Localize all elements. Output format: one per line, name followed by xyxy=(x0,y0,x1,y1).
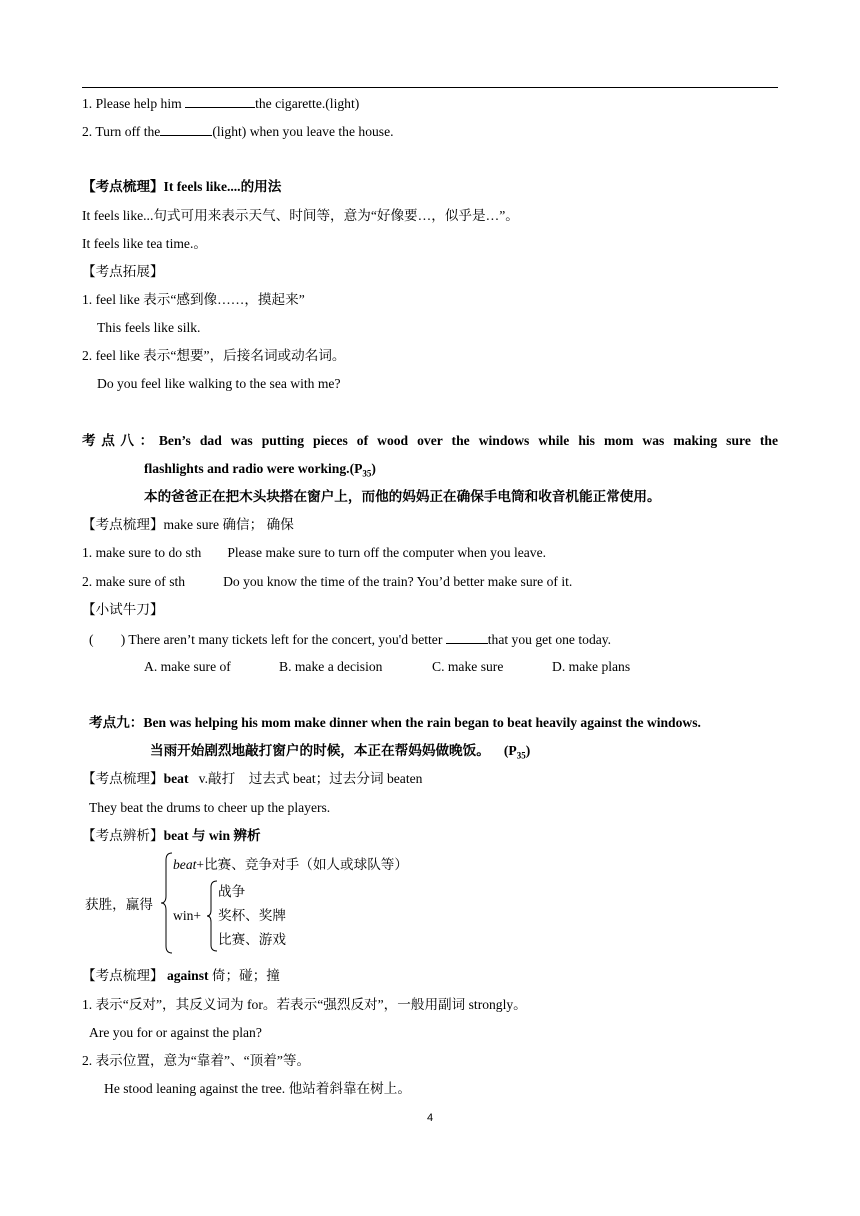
q1-text: 1. Please help him xyxy=(82,96,186,111)
diagram-win-object-1: 战争 xyxy=(218,884,246,899)
point8-page-sub: 35 xyxy=(362,468,372,479)
against-heading-bracket: 【考点梳理】 xyxy=(82,968,164,983)
feels-like-example: It feels like tea time.。 xyxy=(82,236,207,251)
point9-page-sub: 35 xyxy=(516,750,526,761)
option-b[interactable]: B. make a decision xyxy=(279,659,383,674)
point9-page-open: (P xyxy=(503,743,517,758)
feels-like-item1: 1. feel like 表示“感到像……，摸起来” xyxy=(82,292,305,307)
feels-like-item2: 2. feel like 表示“想要”，后接名词或动名词。 xyxy=(82,348,346,363)
diagram-root: 获胜，赢得 xyxy=(85,897,153,912)
option-d[interactable]: D. make plans xyxy=(552,659,631,674)
point8-sentence-line2 xyxy=(144,460,376,483)
practice-blank[interactable] xyxy=(446,630,488,644)
header-rule xyxy=(82,87,778,88)
usage2-example: Do you know the time of the train? You’d better make sure of it. xyxy=(223,574,573,589)
compare-heading-bracket: 【考点辨析】 xyxy=(82,828,164,843)
point9-page-close: ) xyxy=(525,743,531,758)
q2-text-after: (light) when you leave the house. xyxy=(212,124,394,139)
against-item1-example: Are you for or against the plan? xyxy=(89,1025,262,1040)
compare-heading xyxy=(82,827,261,845)
inner-brace xyxy=(206,880,218,952)
make-sure-usage1 xyxy=(82,544,546,562)
usage2-pattern: 2. make sure of sth xyxy=(82,574,186,589)
usage1-example: Please make sure to turn off the computer when you leave. xyxy=(227,545,547,560)
feels-like-item1-example: This feels like silk. xyxy=(97,320,201,335)
point8-translation: 本的爸爸正在把木头块搭在窗户上，而他的妈妈正在确保手电筒和收音机能正常使用。 xyxy=(144,489,661,504)
beat-example: They beat the drums to cheer up the players. xyxy=(89,800,331,815)
practice-question-text: There aren’t many tickets left for the concert, you'd better xyxy=(125,632,446,647)
beat-heading-word: beat xyxy=(163,771,189,786)
feels-like-item2-example: Do you feel like walking to the sea with me? xyxy=(97,376,341,391)
point8-label: 考点八： xyxy=(82,433,159,448)
practice-question-after: that you get one today. xyxy=(487,632,612,647)
exercise-q1 xyxy=(82,94,359,113)
practice-question xyxy=(89,630,611,649)
diagram-win-label xyxy=(173,907,201,925)
against-heading xyxy=(82,967,280,985)
option-a[interactable]: A. make sure of xyxy=(144,659,231,674)
practice-heading: 【小试牛刀】 xyxy=(82,602,164,617)
diagram-plus: + xyxy=(196,857,205,872)
point9-label: 考点九： xyxy=(89,715,144,730)
answer-paren[interactable]: ( ) xyxy=(89,632,126,647)
point9-sentence xyxy=(89,714,701,732)
diagram-win-object-3: 比赛、游戏 xyxy=(218,932,286,947)
beat-heading-forms: v.敲打 过去式 beat；过去分词 beaten xyxy=(188,771,423,786)
diagram-beat-object: 比赛、竞争对手（如人或球队等） xyxy=(204,857,408,872)
feels-like-heading: 【考点梳理】It feels like....的用法 xyxy=(82,179,282,194)
make-sure-heading: 【考点梳理】make sure 确信； 确保 xyxy=(82,517,294,532)
point9-translation: 当雨开始剧烈地敲打窗户的时候，本正在帮妈妈做晚饭。 xyxy=(150,743,490,758)
against-item2-example: He stood leaning against the tree. 他站着斜靠在树上。 xyxy=(104,1081,411,1096)
make-sure-usage2 xyxy=(82,573,572,591)
against-heading-word: against xyxy=(163,968,209,983)
point9-translation-line xyxy=(150,742,530,765)
feels-like-ext-heading: 【考点拓展】 xyxy=(82,264,164,279)
diagram-beat-row xyxy=(173,856,408,874)
q1-blank[interactable] xyxy=(185,94,255,108)
against-heading-meaning: 倚；碰；撞 xyxy=(208,968,280,983)
page-number: 4 xyxy=(426,1112,434,1124)
exercise-q2 xyxy=(82,122,394,141)
beat-heading xyxy=(82,770,422,788)
against-item1: 1. 表示“反对”，其反义词为 for。若表示“强烈反对”，一般用副词 strongly。 xyxy=(82,997,527,1012)
diagram-win-word: win xyxy=(173,908,194,923)
q2-blank[interactable] xyxy=(160,122,212,136)
against-item2: 2. 表示位置，意为“靠着”、“顶着”等。 xyxy=(82,1053,311,1068)
q1-text-after: the cigarette.(light) xyxy=(255,96,360,111)
point8-page-close: ) xyxy=(371,461,376,476)
point8-sentence-text: Ben’s dad was putting pieces of wood over the windows while his mom was making sure the xyxy=(158,433,778,448)
point9-sentence-text: Ben was helping his mom make dinner when the rain began to beat heavily against the windows. xyxy=(143,715,701,730)
diagram-beat-word: beat xyxy=(173,857,197,872)
compare-heading-text: beat 与 win 辨析 xyxy=(163,828,261,843)
point8-sentence-line1 xyxy=(82,432,778,450)
usage1-pattern: 1. make sure to do sth xyxy=(82,545,202,560)
diagram-plus-2: + xyxy=(193,908,202,923)
beat-heading-bracket: 【考点梳理】 xyxy=(82,771,164,786)
q2-text: 2. Turn off the xyxy=(82,124,161,139)
outer-brace xyxy=(160,852,174,954)
feels-like-desc: It feels like...句式可用来表示天气、时间等，意为“好像要…，似乎是…”。 xyxy=(82,208,519,223)
diagram-win-object-2: 奖杯、奖牌 xyxy=(218,908,286,923)
point8-sentence-cont: flashlights and radio were working.(P xyxy=(144,461,363,476)
option-c[interactable]: C. make sure xyxy=(432,659,504,674)
